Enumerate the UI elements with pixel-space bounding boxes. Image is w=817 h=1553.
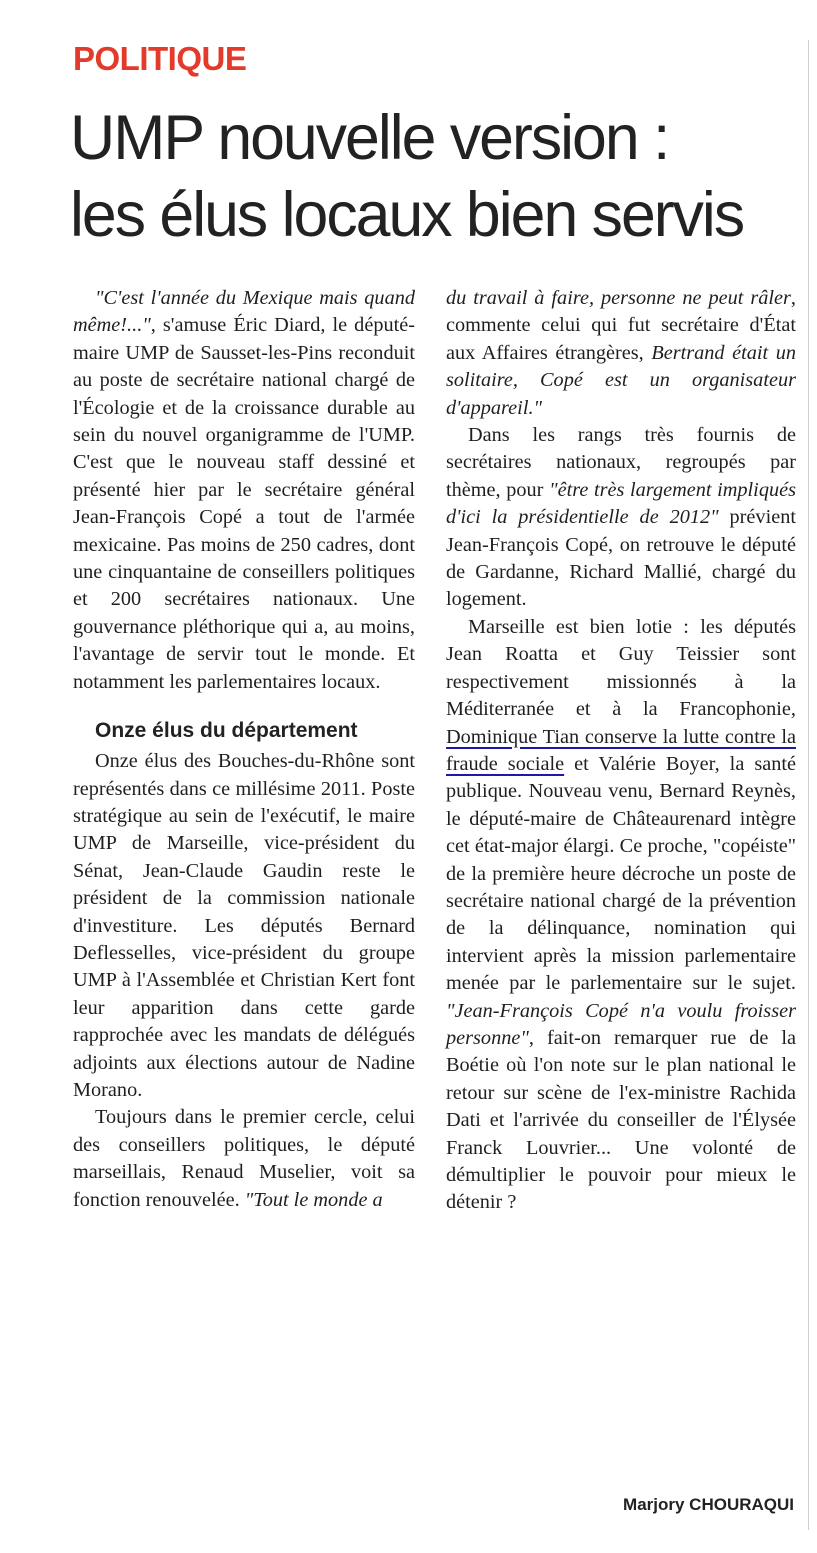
paragraph-text: Toujours dans le premier cercle, celui des conseillers politiques, le député marseillais, Renaud Muselier, voit sa fonction renouvelée. xyxy=(73,1106,415,1211)
intro-paragraph xyxy=(73,285,415,696)
intro-quote: "C'est l'année du Mexique mais quand même!..." xyxy=(73,287,415,337)
byline: Marjory CHOURAQUI xyxy=(623,1495,794,1514)
paragraph-continuation xyxy=(446,285,796,422)
quote-continued: "Tout le monde a xyxy=(244,1188,383,1211)
left-column xyxy=(73,285,415,1214)
paragraph-text: prévient Jean-François Copé, on retrouve le député de Gardanne, Richard Mallié, chargé du logement. xyxy=(446,506,796,611)
right-column xyxy=(446,285,796,1217)
paragraph-premier-cercle xyxy=(73,1104,415,1214)
headline-line-2: les élus locaux bien servis xyxy=(70,180,744,250)
paragraph-text: , fait-on remarquer rue de la Boétie où l'on note sur le plan national le retour sur scène de l'ex-ministre Rachida Dati et l'arrivée du conseiller de l'Élysée Franck Louvrier... Une volonté de démultiplier le pouvoir pour mieux le détenir ? xyxy=(446,1026,796,1214)
intro-text: , s'amuse Éric Diard, le député-maire UMP de Sausset-les-Pins reconduit au poste de secrétaire national chargé de l'Écologie et de la croissance durable au sein du nouvel organigramme de l'UMP. C'est que le nouveau staff dessiné et présenté hier par le secrétaire général Jean-François Copé a tout de l'armée mexicaine. Pas moins de 250 cadres, dont une cinquantaine de conseillers politiques et 200 secrétaires nationaux. Une gouvernance pléthorique qui a, au moins, l'avantage de servir tout le monde. Et notamment les parlementaires locaux. xyxy=(73,314,415,693)
quote-part-b: Bertrand était un solitaire, Copé est un organisateur d'appareil." xyxy=(446,341,796,419)
subheading: Onze élus du département xyxy=(95,719,358,743)
paragraph-onze-elus: Onze élus des Bouches-du-Rhône sont représentés dans ce millésime 2011. Poste stratégique au sein de l'exécutif, le maire UMP de Marseille, vice-président du Sénat, Jean-Claude Gaudin reste le président de la commission nationale d'investiture. Les députés Bernard Deflesselles, vice-président du groupe UMP à l'Assemblée et Christian Kert font leur apparition dans cette garde rapprochée avec les mandats de délégués adjoints aux élections autour de Nadine Morano. xyxy=(73,750,415,1101)
column-rule xyxy=(808,40,809,1530)
paragraph-marseille xyxy=(446,614,796,1217)
paragraph-text: et Valérie Boyer, la santé publique. Nouveau venu, Bernard Reynès, le député-maire de Châteaurenard intègre cet état-major élargi. Ce proche, "copéiste" de la première heure décroche un poste de secrétaire national chargé de la prévention de la délinquance, nomination qui intervient après la mission parlementaire menée par le parlementaire sur le sujet. xyxy=(446,752,797,995)
section-rubric: POLITIQUE xyxy=(73,40,247,77)
headline xyxy=(70,100,805,254)
underlined-highlight: Dominique Tian conserve la lutte contre la fraude sociale xyxy=(446,725,796,775)
paragraph-text: Dans les rangs très fournis de secrétaires nationaux, regroupés par thème, pour xyxy=(446,424,796,501)
paragraph-text: , commente celui qui fut secrétaire d'État aux Affaires étrangères, xyxy=(446,287,796,364)
paragraph-text: Marseille est bien lotie : les députés Jean Roatta et Guy Teissier sont respectivement missionnés à la Méditerranée et à la Francophonie, xyxy=(446,615,796,721)
paragraph-secretaires xyxy=(446,422,796,614)
headline-line-1: UMP nouvelle version : xyxy=(70,103,669,173)
quote-presidentielle: "être très largement impliqués d'ici la présidentielle de 2012" xyxy=(446,478,796,529)
quote-part-a: du travail à faire, personne ne peut râler xyxy=(446,287,791,309)
quote-cope: "Jean-François Copé n'a voulu froisser personne" xyxy=(446,999,796,1049)
